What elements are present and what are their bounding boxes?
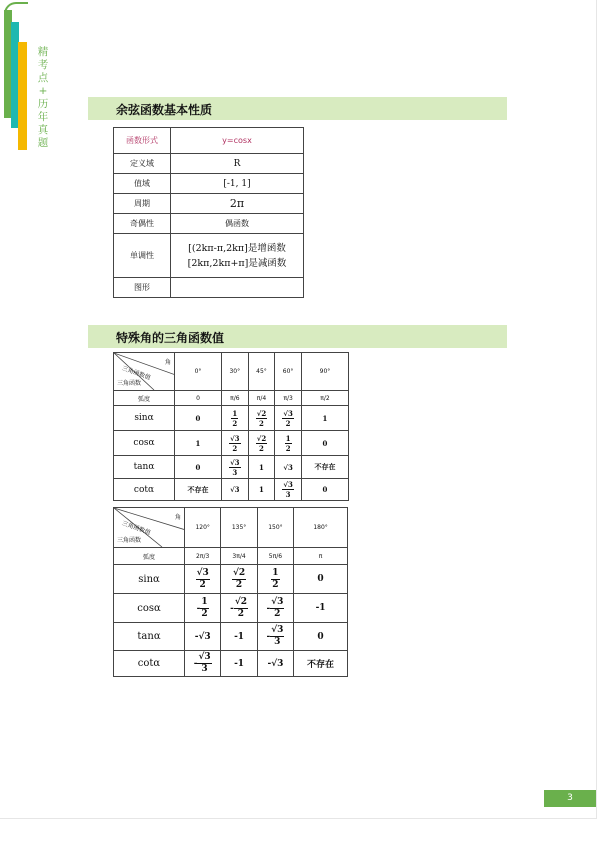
value-cell: √3 (221, 479, 248, 501)
row-value: R (171, 154, 304, 174)
value-cell: 0 (294, 623, 348, 651)
function-label: cosα (114, 594, 185, 623)
fraction-numerator: 1 (285, 433, 291, 443)
radian-label: 弧度 (114, 391, 175, 406)
side-label-char: 题 (37, 137, 49, 149)
fraction-denominator: 2 (232, 443, 238, 453)
value-cell: -1 (294, 594, 348, 623)
monotonic-line-1: [(2kπ-π,2kπ]是增函数 (188, 242, 286, 254)
corner-top: 角 (164, 359, 171, 366)
corner-mid: 三角函数值 (120, 519, 152, 537)
fraction-denominator: 3 (201, 664, 208, 674)
fraction-denominator: 2 (237, 608, 245, 619)
value-cell (257, 565, 293, 594)
table-row (114, 128, 304, 154)
value-cell: √3 (275, 456, 302, 479)
angle-header: 45° (248, 353, 275, 391)
minus-sign: - (230, 603, 234, 614)
fraction (271, 569, 279, 590)
row-value: [-1, 1] (171, 174, 304, 194)
fraction-denominator: 2 (201, 608, 208, 619)
value-cell: -√3 (257, 651, 293, 677)
fraction-numerator: √3 (271, 625, 284, 635)
fraction-denominator: 2 (235, 579, 243, 590)
table-row (114, 278, 304, 298)
fraction-numerator: √3 (283, 480, 293, 489)
function-label: sinα (114, 406, 175, 431)
angle-header: 0° (175, 353, 222, 391)
row-value (171, 278, 304, 298)
minus-sign: - (266, 632, 271, 642)
radian-value: 3π/4 (221, 548, 257, 565)
fraction (229, 459, 240, 476)
value-cell: 0 (175, 456, 222, 479)
cos-properties-table (113, 127, 304, 298)
row-label: 单调性 (114, 234, 171, 278)
fraction-numerator: √2 (232, 567, 246, 578)
radian-value: 5π/6 (257, 548, 293, 565)
corner-bottom: 三角函数 (117, 380, 142, 387)
fraction-denominator: 2 (259, 443, 264, 453)
value-cell (221, 565, 257, 594)
table-row (114, 154, 304, 174)
table-row (114, 234, 304, 278)
table-row (114, 406, 349, 431)
minus-sign: - (266, 603, 271, 614)
fraction-numerator: √2 (256, 408, 267, 418)
fraction (196, 569, 210, 590)
special-angles-table-2 (113, 507, 348, 677)
fraction (256, 410, 267, 427)
angle-header: 60° (275, 353, 302, 391)
angle-header: 120° (185, 508, 221, 548)
fraction-numerator: √3 (230, 457, 240, 467)
value-cell (248, 406, 275, 431)
corner-top: 角 (174, 514, 181, 521)
value-cell (185, 594, 221, 623)
value-cell: 0 (301, 431, 348, 456)
fraction-numerator: √3 (196, 567, 209, 578)
value-cell: 1 (248, 479, 275, 501)
row-label: 周期 (114, 194, 171, 214)
fraction-numerator: √3 (230, 433, 240, 443)
value-cell: -1 (221, 651, 257, 677)
value-cell: 0 (301, 479, 348, 501)
value-cell: -√3 (185, 623, 221, 651)
side-label-char: 点 (37, 72, 49, 84)
fraction (282, 481, 293, 498)
special-angles-table-1 (113, 352, 349, 501)
table-row (114, 431, 349, 456)
function-label: cosα (114, 431, 175, 456)
fraction-denominator: 2 (285, 418, 291, 428)
angle-header: 30° (221, 353, 248, 391)
side-label-char: 历 (37, 98, 49, 110)
value-cell (221, 594, 257, 623)
value-cell (221, 456, 248, 479)
function-label: tanα (114, 456, 175, 479)
fraction (229, 435, 240, 452)
value-cell (275, 431, 302, 456)
fraction-denominator: 2 (285, 443, 291, 453)
function-label: sinα (114, 565, 185, 594)
fraction (234, 598, 248, 619)
decor-stripe-yellow (18, 42, 27, 150)
fraction (232, 569, 246, 590)
section-bar-cos-properties (88, 97, 507, 120)
side-label-char: 真 (37, 124, 49, 136)
value-cell (221, 431, 248, 456)
radian-value: π (294, 548, 348, 565)
table-row (114, 651, 348, 677)
row-value: 2π (171, 194, 304, 214)
value-cell (221, 406, 248, 431)
fraction-denominator: 3 (285, 490, 291, 499)
function-label: cotα (114, 479, 175, 501)
angle-header: 90° (301, 353, 348, 391)
table-row (114, 353, 349, 391)
corner-bottom: 三角函数 (117, 537, 142, 544)
fraction-numerator: √3 (198, 652, 211, 662)
radian-value: 2π/3 (185, 548, 221, 565)
radian-value: 0 (175, 391, 222, 406)
table-row (114, 594, 348, 623)
fraction-numerator: 1 (232, 408, 238, 418)
value-cell: 1 (175, 431, 222, 456)
fraction-numerator: 1 (201, 596, 208, 607)
value-cell: 0 (294, 565, 348, 594)
value-cell (185, 565, 221, 594)
side-label (36, 46, 50, 150)
value-cell: 0 (175, 406, 222, 431)
fraction (200, 598, 208, 619)
fraction (270, 626, 284, 647)
value-cell (257, 623, 293, 651)
table-row (114, 623, 348, 651)
fraction-denominator: 2 (272, 579, 279, 590)
table-row (114, 508, 348, 548)
value-cell: 1 (248, 456, 275, 479)
fraction (282, 410, 293, 427)
side-label-char: 精 (37, 46, 49, 58)
radian-value: π/6 (221, 391, 248, 406)
section-bar-special-angles (88, 325, 507, 348)
corner-cell (114, 353, 175, 391)
angle-header: 150° (257, 508, 293, 548)
minus-sign: - (193, 659, 198, 669)
value-cell (275, 479, 302, 501)
radian-value: π/2 (301, 391, 348, 406)
value-cell (185, 651, 221, 677)
function-label: tanα (114, 623, 185, 651)
section-title: 特殊角的三角函数值 (116, 331, 225, 345)
fraction-numerator: 1 (272, 567, 279, 578)
function-label: cotα (114, 651, 185, 677)
row-label: 函数形式 (114, 128, 171, 154)
angle-header: 135° (221, 508, 257, 548)
row-label: 奇偶性 (114, 214, 171, 234)
fraction-denominator: 2 (259, 418, 264, 428)
row-value: y=cosx (171, 128, 304, 154)
corner-cell (114, 508, 185, 548)
radian-label: 弧度 (114, 548, 185, 565)
table-row (114, 479, 349, 501)
table-row (114, 194, 304, 214)
side-label-char: + (38, 85, 48, 97)
fraction-denominator: 2 (274, 608, 281, 619)
fraction-numerator: √2 (256, 433, 267, 443)
value-cell: 不存在 (301, 456, 348, 479)
angle-header: 180° (294, 508, 348, 548)
table-row (114, 456, 349, 479)
row-label: 图形 (114, 278, 171, 298)
row-label: 定义域 (114, 154, 171, 174)
fraction-numerator: √3 (271, 596, 284, 607)
fraction-denominator: 2 (199, 579, 206, 590)
row-value: 偶函数 (171, 214, 304, 234)
radian-value: π/3 (275, 391, 302, 406)
monotonic-line-2: [2kπ,2kπ+π]是减函数 (187, 257, 287, 269)
row-label: 值域 (114, 174, 171, 194)
fraction-denominator: 2 (232, 418, 238, 428)
fraction-numerator: √3 (283, 408, 293, 418)
row-value (171, 234, 304, 278)
fraction (270, 598, 284, 619)
fraction (231, 410, 238, 427)
fraction (256, 435, 267, 452)
fraction-numerator: √2 (234, 596, 248, 607)
table-row (114, 565, 348, 594)
corner-mid: 三角函数值 (120, 364, 152, 382)
fraction (285, 435, 292, 452)
decor-curve (4, 2, 28, 20)
value-cell (248, 431, 275, 456)
section-title: 余弦函数基本性质 (116, 103, 213, 117)
value-cell: 1 (301, 406, 348, 431)
side-label-char: 考 (37, 59, 49, 71)
minus-sign: - (196, 603, 201, 614)
table-row (114, 214, 304, 234)
fraction-denominator: 3 (232, 467, 238, 477)
fraction-denominator: 3 (274, 637, 281, 647)
table-row (114, 548, 348, 565)
side-label-char: 年 (37, 111, 49, 123)
value-cell: 不存在 (175, 479, 222, 501)
value-cell: -1 (221, 623, 257, 651)
page-number: 3 (544, 790, 596, 807)
value-cell (257, 594, 293, 623)
table-row (114, 174, 304, 194)
radian-value: π/4 (248, 391, 275, 406)
fraction (197, 653, 211, 674)
table-row (114, 391, 349, 406)
value-cell: 不存在 (294, 651, 348, 677)
value-cell (275, 406, 302, 431)
